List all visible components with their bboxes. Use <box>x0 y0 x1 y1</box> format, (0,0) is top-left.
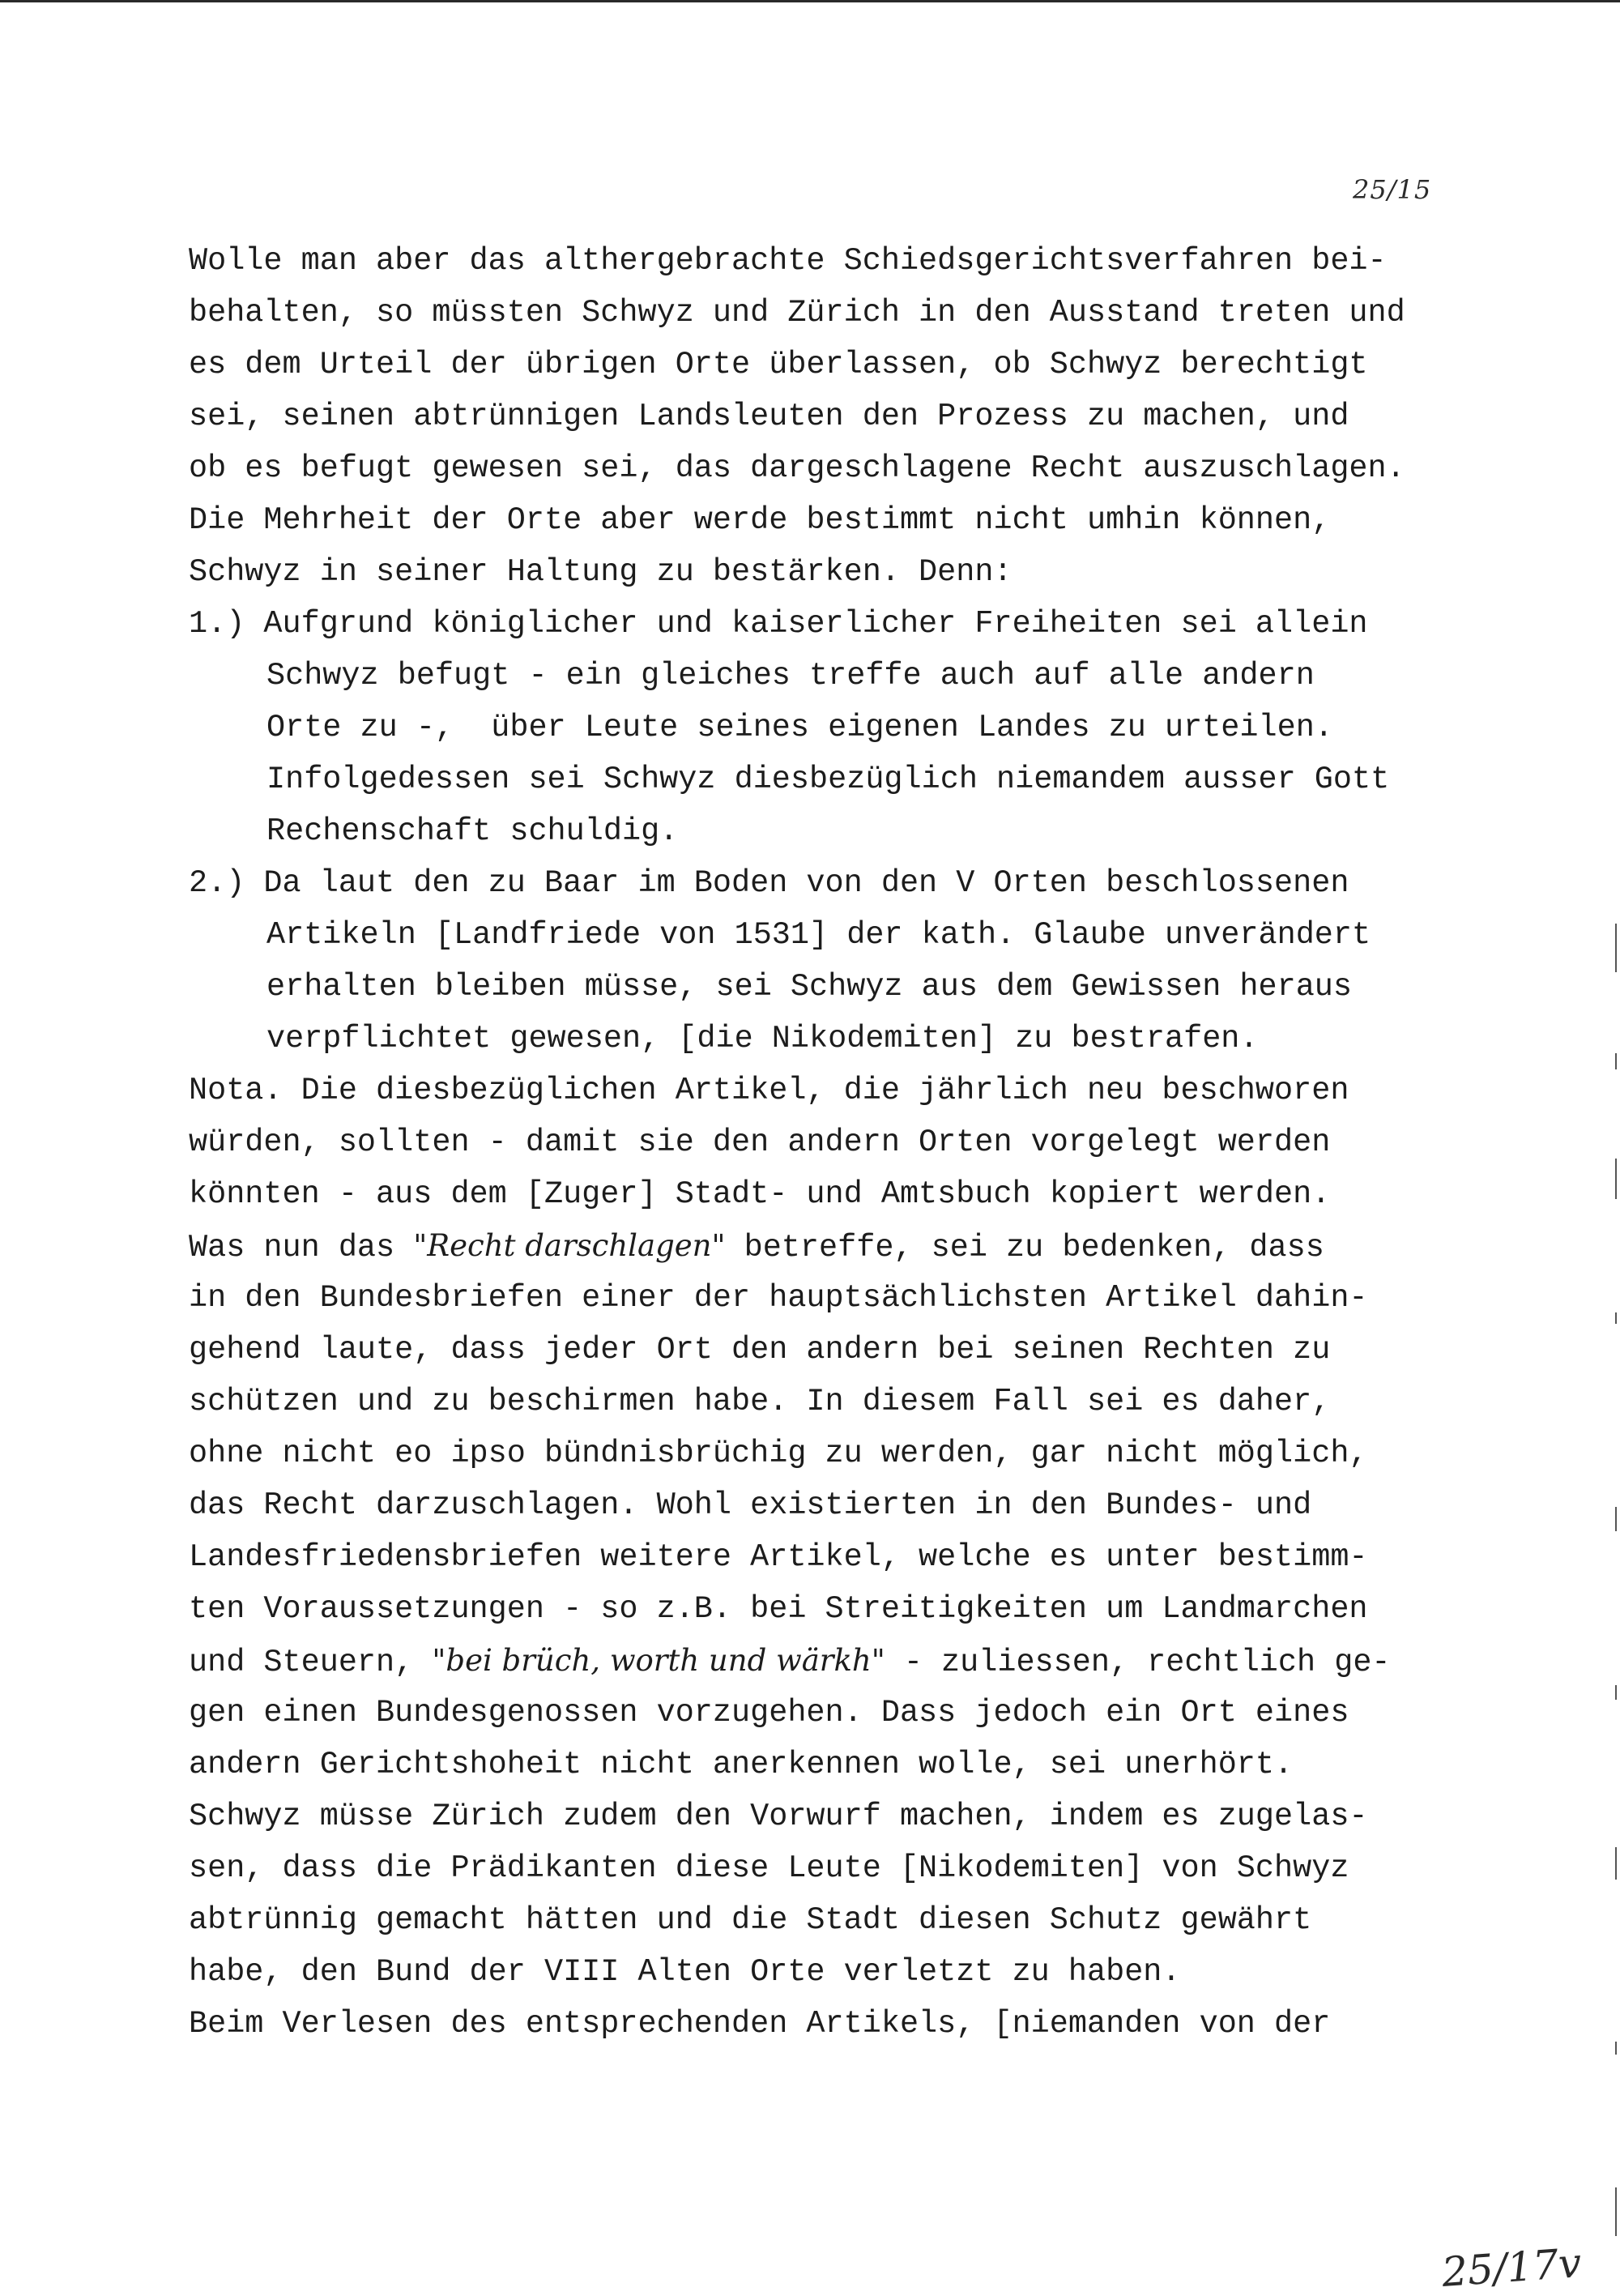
text-line <box>189 1272 1509 1324</box>
text-line <box>189 1583 1509 1635</box>
text-segment: und Steuern, <box>189 1645 433 1680</box>
text-line <box>189 390 1509 442</box>
page-top-border <box>0 0 1620 2</box>
text-segment: Schwyz befugt - ein gleiches treffe auch auf alle andern <box>266 658 1315 693</box>
quoted-phrase: "Recht darschlagen" <box>413 1228 726 1263</box>
text-line <box>189 1168 1509 1220</box>
text-segment: abtrünnig gemacht hätten und die Stadt diesen Schutz gewährt <box>189 1902 1312 1938</box>
text-segment: 2.) Da laut den zu Baar im Boden von den V Orten beschlossenen <box>189 865 1349 901</box>
text-line <box>189 287 1509 339</box>
text-segment: Nota. Die diesbezüglichen Artikel, die jährlich neu beschworen <box>189 1073 1349 1108</box>
text-segment: Schwyz in seiner Haltung zu bestärken. Denn: <box>189 554 1013 590</box>
text-line <box>189 1946 1509 1998</box>
text-segment: verpflichtet gewesen, [die Nikodemiten] zu bestrafen. <box>266 1021 1259 1056</box>
text-line <box>189 1687 1509 1739</box>
text-line <box>189 1428 1509 1479</box>
text-segment: Orte zu -, über Leute seines eigenen Landes zu urteilen. <box>266 710 1333 745</box>
text-segment: in den Bundesbriefen einer der hauptsächlichsten Artikel dahin- <box>189 1280 1368 1316</box>
text-segment: ohne nicht eo ipso bündnisbrüchig zu werden, gar nicht möglich, <box>189 1436 1368 1471</box>
text-line <box>189 1220 1509 1272</box>
text-segment: Artikeln [Landfriede von 1531] der kath. Glaube unverändert <box>266 917 1371 953</box>
text-line <box>189 753 1509 805</box>
text-line <box>189 339 1509 390</box>
text-segment: betreffe, sei zu bedenken, dass <box>725 1230 1324 1265</box>
text-segment: Die Mehrheit der Orte aber werde bestimmt nicht umhin können, <box>189 502 1331 538</box>
text-segment: Landesfriedensbriefen weitere Artikel, welche es unter bestimm- <box>189 1539 1368 1575</box>
text-segment: - zuliessen, rechtlich ge- <box>885 1645 1391 1680</box>
text-line <box>189 650 1509 702</box>
text-segment: könnten - aus dem [Zuger] Stadt- und Amtsbuch kopiert werden. <box>189 1176 1331 1212</box>
page-number: 25/15 <box>1353 174 1432 205</box>
text-segment: Wolle man aber das althergebrachte Schiedsgerichtsverfahren bei- <box>189 243 1387 279</box>
text-line <box>189 235 1509 287</box>
text-segment: Beim Verlesen des entsprechenden Artikels, [niemanden von der <box>189 2006 1331 2042</box>
text-line <box>189 1739 1509 1790</box>
text-line <box>189 1065 1509 1116</box>
text-line <box>189 961 1509 1013</box>
text-segment: gehend laute, dass jeder Ort den andern bei seinen Rechten zu <box>189 1332 1331 1368</box>
text-line <box>189 1635 1509 1687</box>
quoted-phrase: "bei brüch, worth und wärkh" <box>432 1643 885 1678</box>
text-segment: ten Voraussetzungen - so z.B. bei Streitigkeiten um Landmarchen <box>189 1591 1368 1627</box>
text-line <box>189 1894 1509 1946</box>
text-line <box>189 909 1509 961</box>
text-line <box>189 598 1509 650</box>
text-segment: ob es befugt gewesen sei, das dargeschlagene Recht auszuschlagen. <box>189 450 1405 486</box>
text-segment: es dem Urteil der übrigen Orte überlassen, ob Schwyz berechtigt <box>189 347 1368 382</box>
text-line <box>189 1013 1509 1065</box>
text-line <box>189 1324 1509 1376</box>
text-segment: schützen und zu beschirmen habe. In diesem Fall sei es daher, <box>189 1384 1331 1419</box>
text-segment: Rechenschaft schuldig. <box>266 813 679 849</box>
text-line <box>189 546 1509 598</box>
text-segment: habe, den Bund der VIII Alten Orte verletzt zu haben. <box>189 1954 1181 1990</box>
document-body <box>189 235 1509 2050</box>
text-line <box>189 1998 1509 2050</box>
text-segment: gen einen Bundesgenossen vorzugehen. Dass jedoch ein Ort eines <box>189 1695 1349 1731</box>
handwritten-folio-note: 25/17v <box>1440 2239 1584 2296</box>
text-line <box>189 442 1509 494</box>
text-line <box>189 1376 1509 1428</box>
text-segment: andern Gerichtshoheit nicht anerkennen wolle, sei unerhört. <box>189 1747 1294 1782</box>
text-line <box>189 1842 1509 1894</box>
text-segment: sen, dass die Prädikanten diese Leute [Nikodemiten] von Schwyz <box>189 1850 1349 1886</box>
text-segment: erhalten bleiben müsse, sei Schwyz aus dem Gewissen heraus <box>266 969 1353 1005</box>
scan-edge-marks <box>1612 891 1620 2268</box>
text-segment: Was nun das <box>189 1230 414 1265</box>
text-segment: behalten, so müssten Schwyz und Zürich in den Ausstand treten und <box>189 295 1405 331</box>
text-line <box>189 494 1509 546</box>
text-segment: 1.) Aufgrund königlicher und kaiserlicher Freiheiten sei allein <box>189 606 1368 642</box>
text-line <box>189 1790 1509 1842</box>
text-line <box>189 702 1509 753</box>
text-segment: würden, sollten - damit sie den andern Orten vorgelegt werden <box>189 1125 1331 1160</box>
text-line <box>189 857 1509 909</box>
text-line <box>189 805 1509 857</box>
text-segment: das Recht darzuschlagen. Wohl existierten in den Bundes- und <box>189 1487 1312 1523</box>
text-line <box>189 1479 1509 1531</box>
text-segment: Infolgedessen sei Schwyz diesbezüglich niemandem ausser Gott <box>266 762 1390 797</box>
text-line <box>189 1116 1509 1168</box>
text-line <box>189 1531 1509 1583</box>
text-segment: sei, seinen abtrünnigen Landsleuten den Prozess zu machen, und <box>189 399 1349 434</box>
text-segment: Schwyz müsse Zürich zudem den Vorwurf machen, indem es zugelas- <box>189 1799 1368 1834</box>
